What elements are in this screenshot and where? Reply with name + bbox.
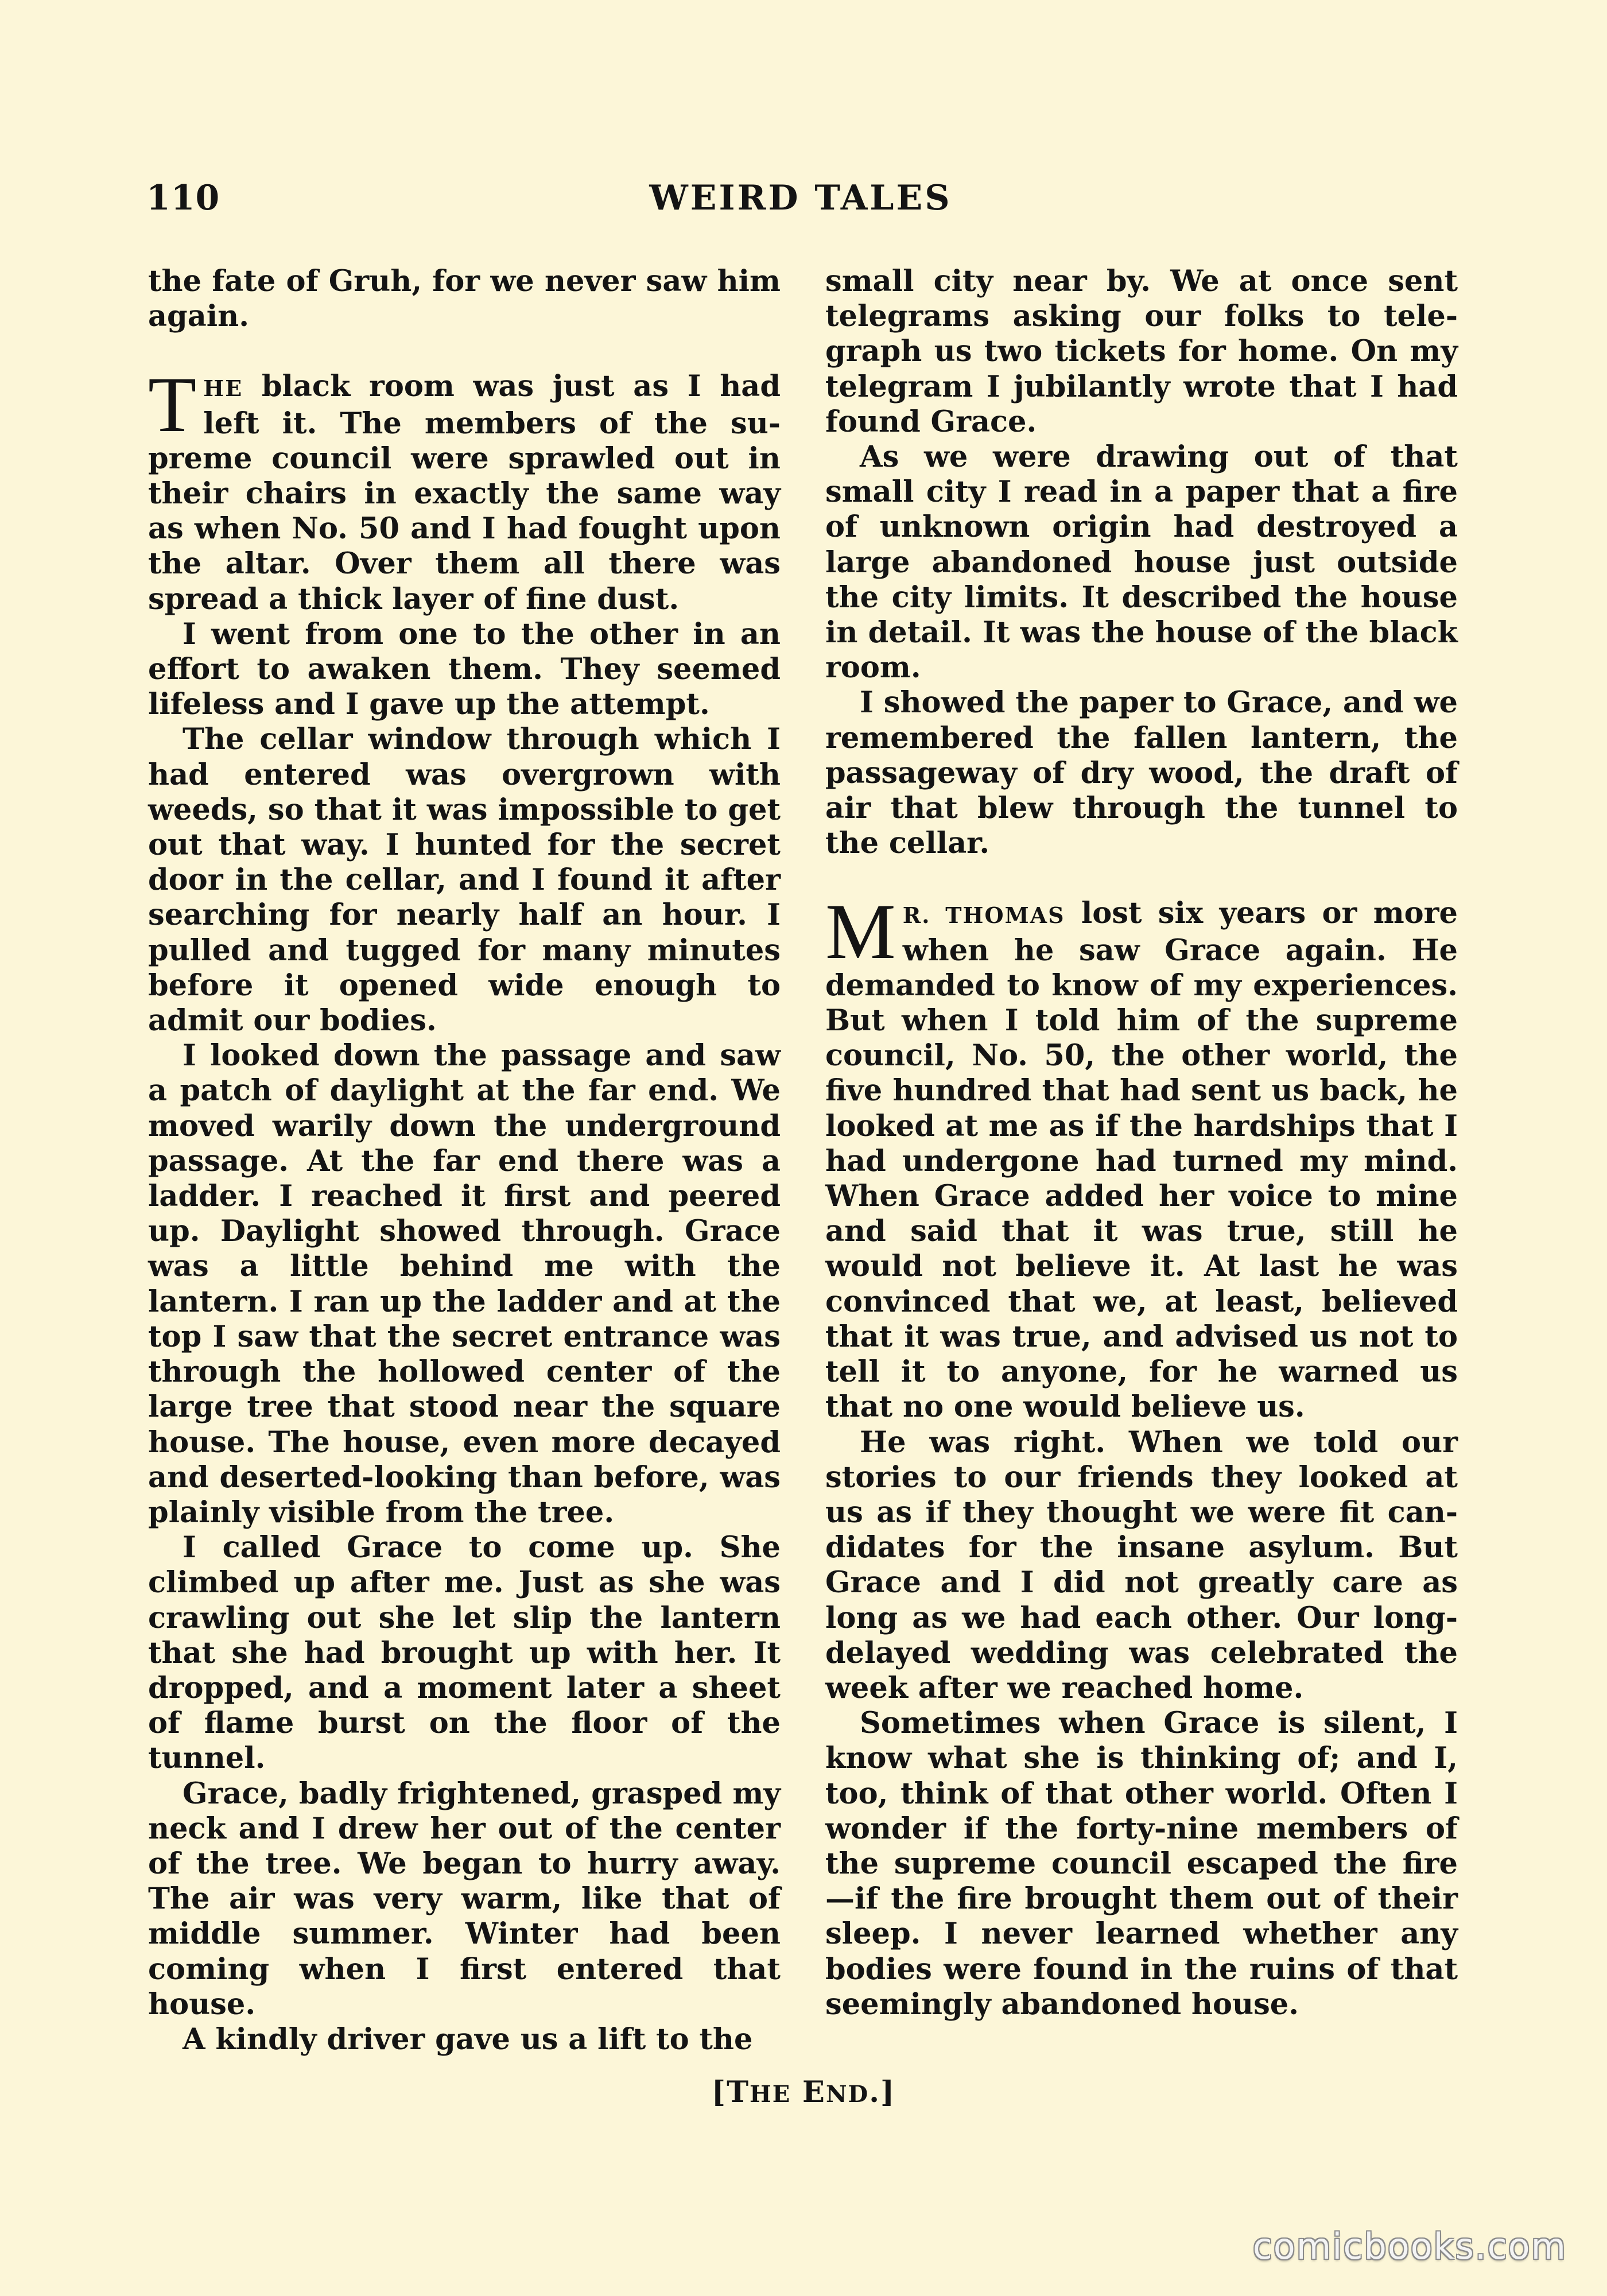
page-header <box>146 178 1455 224</box>
paragraph: I showed the paper to Grace, and we remembered the fallen lantern, the passageway of dry wood, the draft of air that blew through the tunnel to the cellar. <box>825 685 1458 861</box>
paragraph: A kindly driver gave us a lift to the <box>183 2022 753 2057</box>
drop-cap: M <box>825 887 896 976</box>
paragraph: the fate of Gruh, for we never saw him again. <box>148 264 781 334</box>
drop-cap: T <box>148 360 197 449</box>
paragraph: I looked down the passage and saw a patch of daylight at the far end. We moved warily down the underground passage. At the far end there was a ladder. I reached it first and peered up. Daylight showed through. Grace was a little behind me with the lantern. I ran up the ladder and at the top I saw that the secret entrance was through the hollowed center of the large tree that stood near the square house. The house, even more decayed and deserted-looking than before, was plainly visible from the tree. <box>148 1038 781 1530</box>
right-column <box>825 264 1458 2022</box>
running-title: WEIRD TALES <box>649 178 952 218</box>
paragraph: The cellar window through which I had entered was overgrown with weeds, so that it was impossible to get out that way. I hunted for the secret door in the cellar, and I found it after searching for nearly half an hour. I pulled and tugged for many minutes before it opened wide enough to admit our bodies. <box>148 722 781 1038</box>
section-opening-paragraph <box>825 887 1458 1425</box>
paragraph-text: lost six years or more when he saw Grace again. He demanded to know of my experiences. But when I told him of the supreme council, No. 50, the other world, the five hundred that had sent us back, he looked at me as if the hardships that I had undergone had turned my mind. When Grace added her voice to mine and said that it was true, still he would not believe it. At last he was convinced that we, at least, believed that it was true, and advised us not to tell it to anyone, for he warned us that no one would believe us. <box>825 896 1458 1425</box>
paragraph: I called Grace to come up. She climbed up after me. Just as she was crawling out she let slip the lantern that she had brought up with her. It dropped, and a moment later a sheet of flame burst on the floor of the tunnel. <box>148 1530 781 1776</box>
paragraph: As we were drawing out of that small city I read in a paper that a fire of unknown origin had destroyed a large abandoned house just outside the city limits. It described the house in detail. It was the house of the black room. <box>825 440 1458 685</box>
paragraph: He was right. When we told our stories to our friends they looked at us as if they thought we were fit candidates for the insane asylum. But Grace and I did not greatly care as long as we had each other. Our long-delayed wedding was celebrated the week after we reached home. <box>825 1425 1458 1705</box>
page-number: 110 <box>146 178 220 218</box>
the-end-marker: [THE END.] <box>711 2075 896 2109</box>
watermark: comicbooks.com <box>1252 2225 1567 2267</box>
paragraph-text: black room was just as I had left it. The members of the supreme council were sprawled out in their chairs in exactly the same way as when No. 50 and I had fought upon the altar. Over them all there was spread a thick layer of fine dust. <box>148 369 781 616</box>
paragraph: Sometimes when Grace is silent, I know what she is thinking of; and I, too, think of that other world. Often I wonder if the forty-nine members of the supreme council escaped the fire —if the fire brought them out of their sleep. I never learned whether any bodies were found in the ruins of that seemingly abandoned house. <box>825 1706 1458 2022</box>
paragraph: small city near by. We at once sent telegrams asking our folks to telegraph us two tickets for home. On my telegram I jubilantly wrote that I had found Grace. <box>825 264 1458 439</box>
section-opening-paragraph <box>148 360 781 616</box>
paragraph: I went from one to the other in an effort to awaken them. They seemed lifeless and I gave up the attempt. <box>148 616 781 722</box>
small-caps-lead: R. THOMAS <box>902 902 1065 929</box>
paragraph: Grace, badly frightened, grasped my neck and I drew her out of the center of the tree. We began to hurry away. The air was very warm, like that of middle summer. Winter had been coming when I first entered that house. <box>148 1776 781 2022</box>
small-caps-lead: HE <box>203 375 243 402</box>
left-column <box>148 264 781 2057</box>
